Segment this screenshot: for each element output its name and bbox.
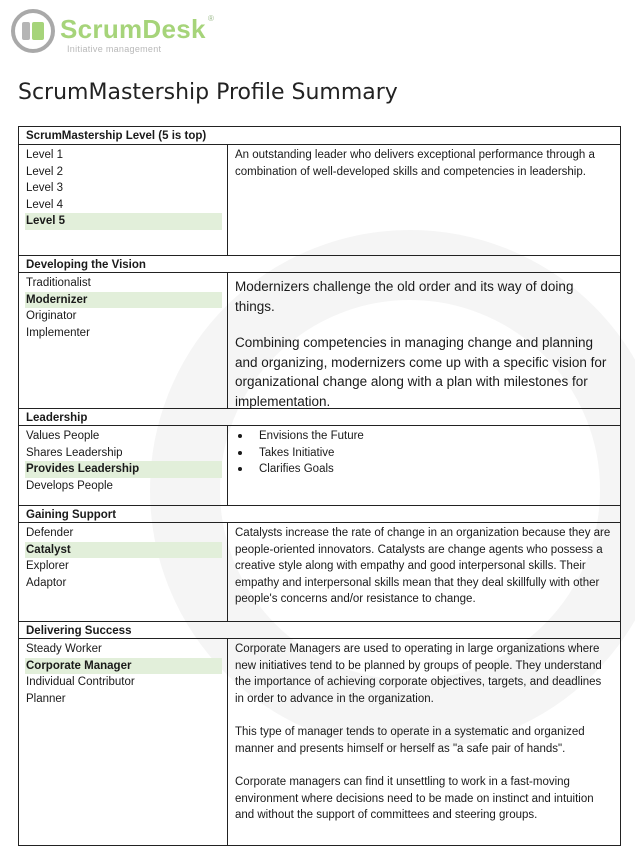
option-item-selected: Catalyst [25,542,222,559]
option-list [19,145,228,255]
option-item: Traditionalist [26,277,91,289]
section-leadership [19,408,620,505]
section-gaining-support [19,505,620,621]
bullet-list [235,428,612,478]
description-paragraph: Corporate Managers are used to operating in large organizations where new initiatives tend to be planned by groups of people. They understand the importance of achieving corporate objectives, targets, and deadlines in order to advance in the organization. [235,643,602,705]
description-paragraph: An outstanding leader who delivers exceptional performance through a combination of well-developed skills and competencies in leadership. [235,149,595,178]
option-item: Develops People [26,479,113,492]
section-scrummastership-level [19,127,620,255]
bullet-item: Envisions the Future [235,428,612,445]
description [228,639,620,845]
logo-tagline: Initiative management [67,44,162,54]
page-title: ScrumMastership Profile Summary [18,80,398,105]
section-heading: Gaining Support [19,505,620,523]
option-item: Level 3 [26,182,64,194]
section-heading: Leadership [19,408,620,426]
section-body [19,523,620,621]
option-item: Planner [26,692,66,705]
option-item: Originator [26,310,77,322]
description-paragraph: Combining competencies in managing change and planning and organizing, modernizers come up with a specific vision for organizational change along with a plan with milestones for implementation. [235,335,607,409]
option-item-selected: Corporate Manager [25,658,222,675]
description [228,426,620,505]
description-paragraph: Corporate managers can find it unsettling to work in a fast-moving environment where decisions need to be made on instinct and intuition and without the support of committees and steering groups. [235,776,594,821]
bullet-item: Takes Initiative [235,445,612,462]
description [228,523,620,621]
description [228,273,620,408]
option-list [19,639,228,845]
option-list [19,523,228,621]
profile-table [18,126,621,846]
option-item: Values People [26,430,100,442]
section-body [19,639,620,845]
registered-mark: ® [208,14,214,23]
description-paragraph: This type of manager tends to operate in a systematic and organized manner and presents himself or herself as "a safe pair of hands". [235,726,585,755]
option-list [19,273,228,408]
description-paragraph: Catalysts increase the rate of change in an organization because they are people-oriented innovators. Catalysts are change agents who possess a creative style along with empathy and good interpersonal skills. Their empathy and interpersonal skills mean that they deal skillfully with other people's concerns and/or resistance to change. [235,527,611,605]
logo-brand-name: ScrumDesk [60,14,206,44]
scrumdesk-logo [10,8,220,56]
option-item: Individual Contributor [26,676,135,688]
bullet-item: Clarifies Goals [235,461,612,478]
option-item: Steady Worker [26,643,102,655]
option-list [19,426,228,505]
option-item-selected: Level 5 [25,213,222,230]
option-item: Level 2 [26,165,64,178]
option-item: Defender [26,527,74,539]
option-item: Level 1 [26,149,64,161]
section-delivering-success [19,621,620,845]
option-item: Shares Leadership [26,446,123,459]
section-heading: Delivering Success [19,621,620,639]
option-item: Level 4 [26,198,64,211]
scrumdesk-logo-mark-icon [10,8,56,54]
option-item: Adaptor [26,576,67,589]
section-heading: Developing the Vision [19,255,620,273]
option-item-selected: Provides Leadership [25,461,222,478]
section-body [19,426,620,505]
description-paragraph: Modernizers challenge the old order and its way of doing things. [235,279,574,314]
option-item: Explorer [26,560,69,572]
description [228,145,620,255]
option-item-selected: Modernizer [25,292,222,309]
section-body [19,273,620,408]
option-item: Implementer [26,326,90,339]
section-developing-the-vision [19,255,620,408]
section-body [19,145,620,255]
section-heading: ScrumMastership Level (5 is top) [19,127,620,145]
